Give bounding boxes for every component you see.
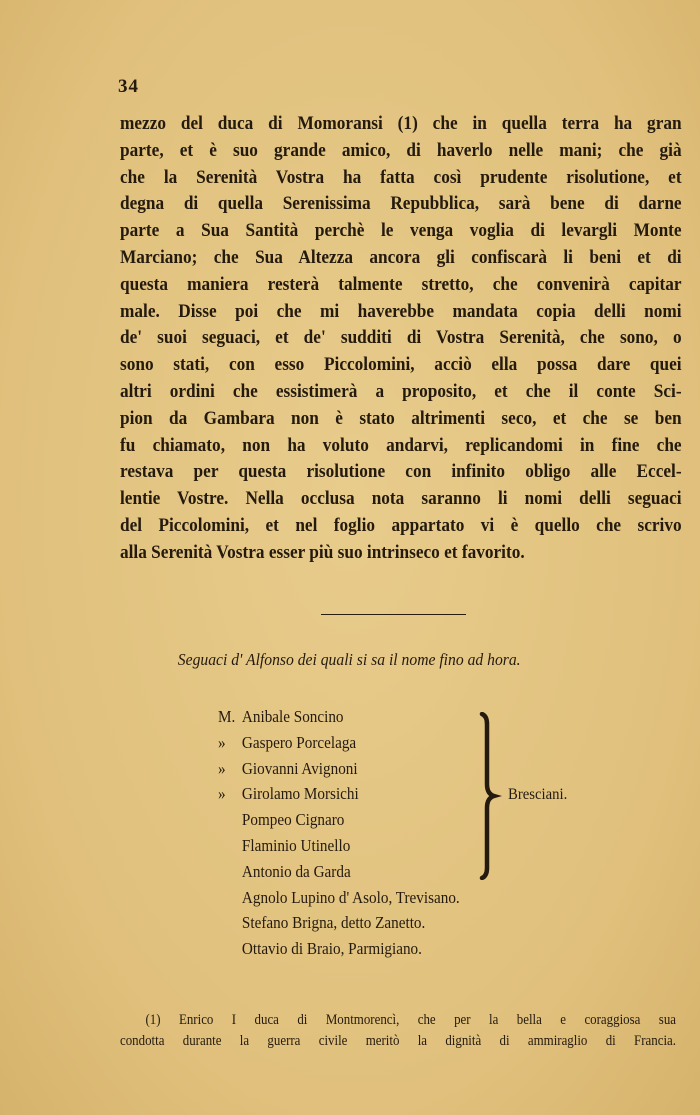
body-line: degna di quella Serenissima Repubblica, sarà bene di darne xyxy=(120,193,682,215)
list-marker: » xyxy=(218,784,226,804)
body-line: de' suoi seguaci, et de' sudditi di Vostra Serenità, che sono, o xyxy=(120,327,682,349)
body-line: questa maniera resterà talmente stretto, che convenirà capitar xyxy=(120,273,682,295)
footnote xyxy=(120,1010,676,1052)
follower-name: Gaspero Porcelaga xyxy=(241,732,357,752)
list-item xyxy=(218,859,460,885)
follower-name: Ottavio di Braio, Parmigiano. xyxy=(241,939,422,959)
body-line: altri ordini che essistimerà a proposito, et che il conte Sci- xyxy=(120,380,682,402)
list-item xyxy=(218,936,460,962)
follower-name: Antonio da Garda xyxy=(241,861,351,881)
body-line: che la Serenità Vostra ha fatta così prudente risolutione, et xyxy=(120,166,682,188)
list-marker: » xyxy=(218,732,226,752)
body-line: parte a Sua Santità perchè le venga voglia di levargli Monte xyxy=(120,220,682,242)
follower-name: Stefano Brigna, detto Zanetto. xyxy=(241,913,426,933)
body-line: sono stati, con esso Piccolomini, acciò ella possa dare quei xyxy=(120,354,682,376)
brace-label: Bresciani. xyxy=(508,786,568,803)
follower-name: Giovanni Avignoni xyxy=(241,758,358,778)
body-line: pion da Gambara non è stato altrimenti seco, et che se ben xyxy=(120,407,682,429)
page-number: 34 xyxy=(118,76,139,97)
list-marker: M. xyxy=(218,707,236,726)
body-line: lentie Vostre. Nella occlusa nota saranno li nomi delli seguaci xyxy=(120,488,682,510)
follower-name: Anibale Soncino xyxy=(241,707,344,726)
body-line: parte, et è suo grande amico, di haverlo nelle mani; che già xyxy=(120,139,682,161)
list-item xyxy=(218,730,460,756)
section-divider xyxy=(321,614,466,615)
footnote-line: condotta durante la guerra civile meritò la dignità di ammiraglio di Francia. xyxy=(120,1033,677,1049)
list-item xyxy=(218,885,460,911)
list-marker: » xyxy=(218,758,226,778)
body-line: del Piccolomini, et nel foglio appartato vi è quello che scrivo xyxy=(120,514,682,536)
body-line: male. Disse poi che mi haverebbe mandata copia delli nomi xyxy=(120,300,682,322)
list-item xyxy=(218,704,460,730)
follower-name: Agnolo Lupino d' Asolo, Trevisano. xyxy=(241,887,460,907)
footnote-line: (1) Enrico I duca di Montmorencì, che per la bella e coraggiosa sua xyxy=(145,1012,677,1028)
follower-name: Flaminio Utinello xyxy=(241,835,351,855)
follower-name: Girolamo Morsichi xyxy=(241,784,359,804)
list-item xyxy=(218,833,460,859)
list-item xyxy=(218,756,460,782)
body-text xyxy=(120,111,682,567)
body-line: fu chiamato, non ha voluto andarvi, replicandomi in fine che xyxy=(120,434,682,456)
list-item xyxy=(218,910,460,936)
follower-name: Pompeo Cignaro xyxy=(241,810,345,830)
body-line: restava per questa risolutione con infinito obligo alle Eccel- xyxy=(120,461,682,483)
list-item xyxy=(218,781,460,807)
list-item xyxy=(218,807,460,833)
body-line: alla Serenità Vostra esser più suo intrinseco et favorito. xyxy=(120,541,525,563)
body-line: mezzo del duca di Momoransi (1) che in quella terra ha gran xyxy=(120,113,682,134)
followers-list xyxy=(218,704,460,962)
list-heading: Seguaci d' Alfonso dei quali si sa il nome fino ad hora. xyxy=(177,650,521,669)
curly-brace-icon xyxy=(478,712,502,880)
body-line: Marciano; che Sua Altezza ancora gli confiscarà li beni et di xyxy=(120,246,682,268)
